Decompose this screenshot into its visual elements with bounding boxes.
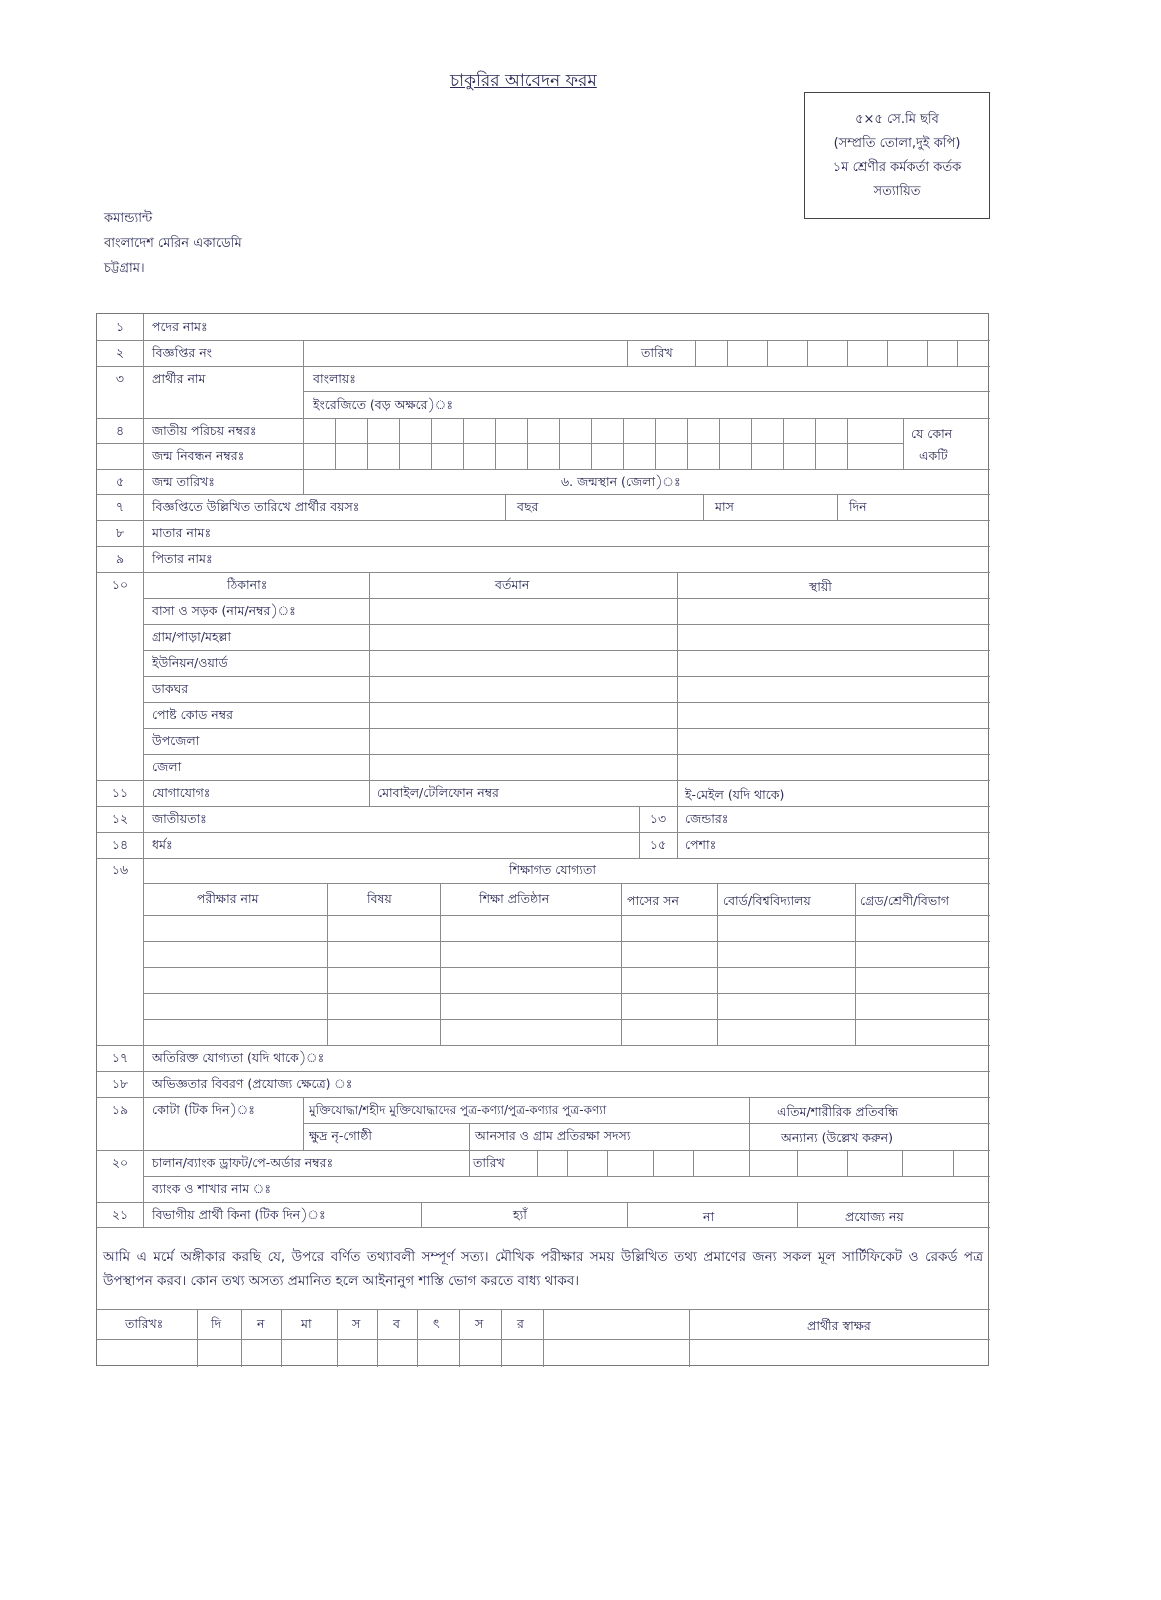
religion-label: ধর্মঃ: [152, 837, 173, 852]
applicant-signature-label: প্রার্থীর স্বাক্ষর: [807, 1318, 871, 1333]
quota-ethnic-minority[interactable]: ক্ষুদ্র নৃ-গোষ্ঠী: [309, 1128, 372, 1143]
quota-others[interactable]: অন্যান্য (উল্লেখ করুন): [781, 1130, 893, 1145]
quota-orphan-disabled[interactable]: এতিম/শারীরিক প্রতিবন্ধি: [777, 1104, 898, 1119]
address-field-label: ডাকঘর: [152, 681, 189, 696]
bank-branch-label: ব্যাংক ও শাখার নাম ঃ: [152, 1181, 272, 1196]
circular-number-label: বিজ্ঞপ্তির নং: [152, 345, 213, 360]
address-field-label: গ্রাম/পাড়া/মহল্লা: [152, 629, 232, 644]
education-column-header: পাসের সন: [627, 893, 679, 908]
row-number: ১৮: [111, 1076, 129, 1091]
departmental-na-option[interactable]: প্রযোজ্য নয়: [845, 1209, 904, 1224]
date-cell-label: স: [352, 1316, 361, 1331]
departmental-candidate-label: বিভাগীয় প্রার্থী কিনা (টিক দিন)ঃ: [152, 1207, 326, 1222]
address-field-label: পোষ্ট কোড নম্বর: [152, 707, 233, 722]
row-number: ১৩: [649, 811, 667, 826]
age-month-label: মাস: [715, 499, 734, 514]
mother-name-label: মাতার নামঃ: [152, 525, 212, 540]
addressee-org: বাংলাদেশ মেরিন একাডেমি: [104, 236, 242, 251]
date-cell-label: স: [475, 1316, 484, 1331]
birthplace-label: ৬. জন্মস্থান (জেলা)ঃ: [561, 474, 681, 489]
date-cell-label: ব: [393, 1316, 400, 1331]
row-number: ৪: [115, 423, 125, 438]
row-number: ১: [115, 319, 125, 334]
birth-date-label: জন্ম তারিখঃ: [152, 474, 215, 489]
row-number: ১৭: [111, 1050, 129, 1065]
name-english-label: ইংরেজিতে (বড় অক্ষরে)ঃ: [313, 397, 454, 412]
birth-registration-label: জন্ম নিবন্ধন নম্বরঃ: [152, 448, 245, 463]
row-number: ৯: [115, 551, 125, 566]
addressee: [104, 206, 242, 281]
addressee-city: চট্টগ্রাম।: [104, 261, 145, 276]
name-bangla-label: বাংলায়ঃ: [313, 371, 356, 386]
any-one-note: একটি: [919, 448, 948, 463]
address-field-label: বাসা ও সড়ক (নাম/নম্বর)ঃ: [152, 603, 296, 618]
additional-qualification-label: অতিরিক্ত যোগ্যতা (যদি থাকে)ঃ: [152, 1050, 325, 1065]
address-field-label: জেলা: [152, 759, 182, 774]
photo-box-line: ৫×৫ সে.মি ছবি: [855, 111, 939, 127]
present-address-header: বর্তমান: [495, 577, 530, 592]
experience-label: অভিজ্ঞতার বিবরণ (প্রযোজ্য ক্ষেত্রে) ঃ: [152, 1076, 353, 1091]
declaration-text: আমি এ মর্মে অঙ্গীকার করছি যে, উপরে বর্ণিত তথ্যাবলী সম্পূর্ণ সত্য। মৌখিক পরীক্ষার সময় উল্লিখিত তথ্য প্রমাণের জন্য সকল মূল সার্টিফিকেট ও রেকর্ড পত্র উপস্থাপন করব। কোন তথ্য অসত্য প্রমানিত হলে আইনানুগ শাস্তি ভোগ করতে বাধ্য থাকব।: [103, 1249, 983, 1289]
form-title: চাকুরির আবেদন ফরম: [450, 71, 597, 91]
photo-box-line: ১ম শ্রেণীর কর্মকর্তা কর্তক: [832, 159, 962, 175]
education-column-header: শিক্ষা প্রতিষ্ঠান: [479, 891, 550, 906]
row-number: ১৫: [649, 837, 667, 852]
challan-number-label: চালান/ব্যাংক ড্রাফট/পে-অর্ডার নম্বরঃ: [152, 1155, 334, 1170]
gender-label: জেন্ডারঃ: [685, 811, 729, 826]
date-cell-label: মা: [301, 1316, 312, 1331]
row-number: ১১: [111, 785, 129, 800]
address-label: ঠিকানাঃ: [227, 577, 268, 592]
row-number: ১৬: [111, 862, 129, 877]
applicant-name-label: প্রার্থীর নাম: [152, 371, 206, 386]
post-name-label: পদের নামঃ: [152, 319, 208, 334]
application-form-table: [96, 313, 989, 1366]
addressee-title: কমান্ড্যান্ট: [104, 211, 153, 226]
date-cell-label: ৎ: [433, 1316, 440, 1331]
address-field-label: উপজেলা: [152, 733, 200, 748]
row-number: ১৪: [111, 837, 129, 852]
any-one-note: যে কোন: [911, 426, 953, 441]
father-name-label: পিতার নামঃ: [152, 551, 213, 566]
permanent-address-header: স্থায়ী: [809, 579, 832, 594]
occupation-label: পেশাঃ: [685, 837, 717, 852]
departmental-yes-option[interactable]: হ্যাঁ: [513, 1207, 527, 1222]
row-number: ৭: [115, 499, 125, 514]
age-day-label: দিন: [849, 499, 867, 514]
email-label: ই-মেইল (যদি থাকে): [685, 787, 785, 802]
date-cell-label: ন: [257, 1316, 265, 1331]
row-number: ১০: [111, 577, 129, 592]
nid-label: জাতীয় পরিচয় নম্বরঃ: [152, 423, 257, 438]
row-number: ৮: [115, 525, 125, 540]
age-label: বিজ্ঞপ্তিতে উল্লিখিত তারিখে প্রার্থীর বয়সঃ: [152, 499, 360, 514]
row-number: ৫: [115, 474, 125, 489]
education-column-header: বোর্ড/বিশ্ববিদ্যালয়: [723, 893, 811, 908]
departmental-no-option[interactable]: না: [703, 1209, 715, 1224]
contact-label: যোগাযোগঃ: [152, 785, 211, 800]
challan-date-label: তারিখ: [473, 1155, 505, 1170]
education-column-header: গ্রেড/শ্রেণী/বিভাগ: [860, 893, 950, 908]
mobile-label: মোবাইল/টেলিফোন নম্বর: [377, 785, 499, 800]
quota-ansar-vdp[interactable]: আনসার ও গ্রাম প্রতিরক্ষা সদস্য: [475, 1128, 631, 1143]
photo-box-line: সত্যায়িত: [873, 183, 921, 199]
circular-date-label: তারিখ: [641, 345, 673, 360]
row-number: ১৯: [111, 1102, 129, 1117]
photo-box: [804, 92, 990, 219]
education-header: শিক্ষাগত যোগ্যতা: [509, 862, 596, 877]
education-column-header: পরীক্ষার নাম: [197, 891, 259, 906]
row-number: ২১: [111, 1207, 129, 1222]
nationality-label: জাতীয়তাঃ: [152, 811, 207, 826]
row-number: ২: [115, 345, 125, 360]
quota-label: কোটা (টিক দিন)ঃ: [152, 1102, 255, 1117]
footer-date-label: তারিখঃ: [125, 1316, 164, 1331]
date-cell-label: র: [517, 1316, 524, 1331]
age-year-label: বছর: [517, 499, 539, 514]
row-number: ৩: [115, 371, 125, 386]
row-number: ২০: [111, 1155, 129, 1170]
education-column-header: বিষয়: [367, 891, 392, 906]
quota-freedom-fighter[interactable]: মুক্তিযোদ্ধা/শহীদ মুক্তিযোদ্ধাদের পুত্র-কণ্যা/পুত্র-কণ্যার পুত্র-কণ্যা: [309, 1103, 607, 1117]
row-number: ১২: [111, 811, 129, 826]
date-cell-label: দি: [211, 1316, 222, 1331]
address-field-label: ইউনিয়ন/ওয়ার্ড: [152, 655, 228, 670]
photo-box-line: (সম্প্রতি তোলা,দুই কপি): [833, 135, 961, 151]
